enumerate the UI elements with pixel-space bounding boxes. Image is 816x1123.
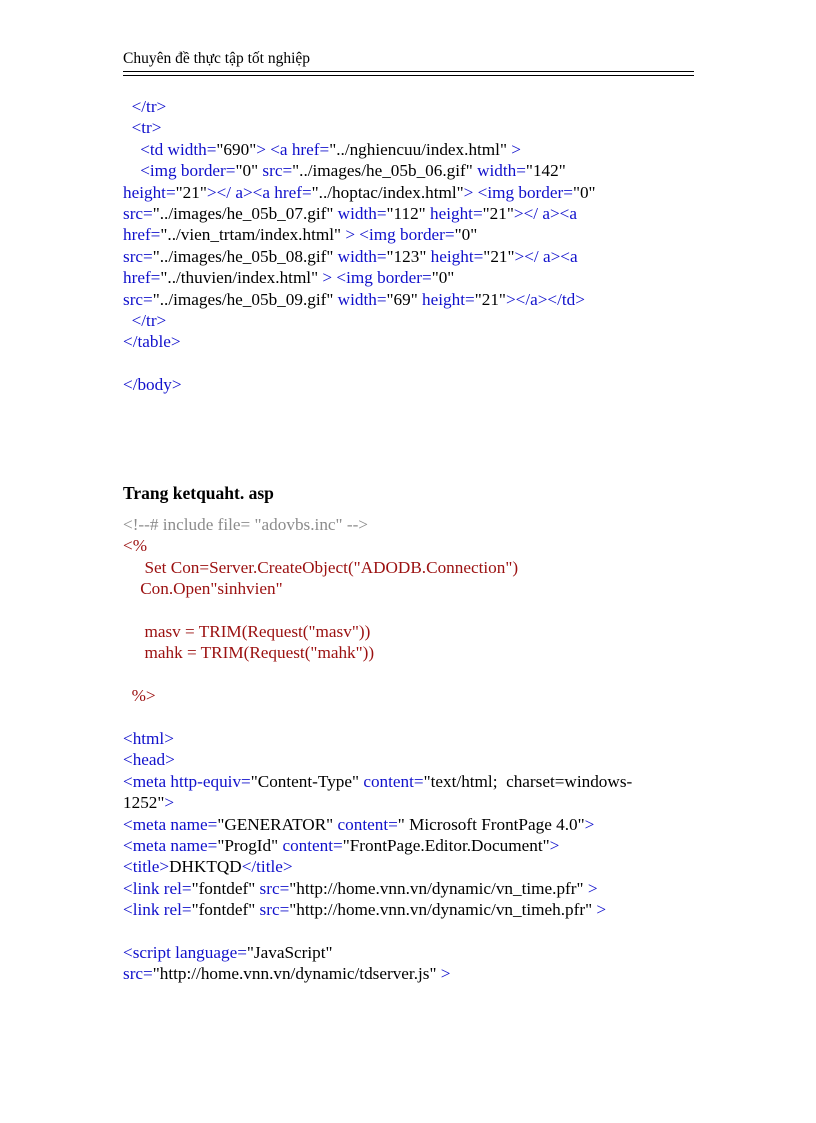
code-token: content= [359, 771, 424, 791]
code-token: "fontdef" [191, 900, 256, 920]
code-line [123, 160, 566, 181]
code-token: "690" [216, 139, 257, 159]
code-line [123, 246, 578, 267]
code-token: > [584, 814, 595, 834]
code-line [123, 835, 559, 856]
header-rule-thin [123, 75, 694, 76]
header-title: Chuyên đề thực tập tốt nghiệp [123, 50, 311, 67]
code-token: " Microsoft FrontPage 4.0" [397, 814, 585, 834]
code-line [123, 535, 147, 556]
code-token: <link rel= [123, 900, 192, 920]
code-token: "http://home.vnn.vn/dynamic/tdserver.js" [152, 964, 437, 984]
code-token: width= [472, 161, 526, 181]
code-token: </table> [123, 332, 181, 352]
code-token: src= [123, 204, 153, 223]
code-token: masv = TRIM(Request("masv")) [123, 622, 371, 641]
code-token: > <img border= [463, 182, 573, 202]
code-token: <title> [123, 857, 170, 877]
code-token: > [436, 964, 451, 984]
code-token: 1252" [123, 793, 165, 813]
code-token: src= [123, 289, 153, 309]
code-token: "21" [483, 246, 515, 266]
code-token: > <a href= [256, 139, 330, 159]
code-token: "../images/he_05b_06.gif" [292, 161, 473, 181]
code-token: ></a></td> [505, 289, 585, 309]
code-token: href= [123, 268, 161, 288]
code-line [123, 621, 370, 642]
code-token: width= [333, 204, 387, 223]
code-token: <script language= [123, 943, 247, 962]
code-token: width= [333, 246, 387, 266]
code-token: "0" [454, 225, 478, 245]
code-token: ></ a><a [513, 204, 577, 223]
code-token: > <img border= [318, 268, 432, 288]
code-line [123, 514, 368, 535]
code-token: %> [123, 686, 156, 706]
code-token: </body> [123, 375, 182, 395]
code-line [123, 96, 166, 117]
code-token: content= [333, 814, 398, 834]
header-rule-thick [123, 71, 694, 72]
section-title: Trang ketquaht. asp [123, 483, 274, 503]
code-line [123, 792, 174, 813]
code-token: <link rel= [123, 878, 192, 898]
code-token: </tr> [123, 311, 167, 330]
code-line [123, 942, 333, 963]
code-token: "GENERATOR" [217, 814, 334, 834]
code-token: height= [123, 182, 176, 202]
code-token: > <img border= [341, 225, 455, 245]
code-line [123, 289, 585, 310]
code-token: <meta name= [123, 814, 218, 834]
code-token: "FrontPage.Editor.Document" [342, 836, 550, 855]
code-token: </tr> [123, 97, 167, 116]
code-token: ></ a><a [514, 246, 578, 266]
code-token: href= [123, 225, 161, 245]
code-token: src= [255, 900, 290, 920]
code-line [123, 878, 598, 899]
code-token: "0" [431, 268, 455, 288]
code-token: "0" [235, 161, 259, 181]
code-token: "21" [482, 204, 514, 223]
code-token: "21" [474, 289, 506, 309]
code-token: height= [417, 289, 475, 309]
code-token: <meta http-equiv= [123, 771, 251, 791]
code-token: "123" [386, 246, 427, 266]
code-token: <meta name= [123, 836, 218, 855]
code-token: "http://home.vnn.vn/dynamic/vn_timeh.pfr" [289, 900, 593, 920]
code-line [123, 899, 606, 920]
code-token: <td width= [123, 139, 217, 159]
code-token: "21" [175, 182, 207, 202]
code-line [123, 771, 632, 792]
code-token: "http://home.vnn.vn/dynamic/vn_time.pfr" [289, 878, 584, 898]
code-token: src= [123, 964, 153, 984]
code-line [123, 685, 156, 706]
code-token: height= [425, 204, 483, 223]
code-token: "69" [386, 289, 418, 309]
code-token: "0" [572, 182, 596, 202]
code-token: "Content-Type" [250, 771, 360, 791]
code-token: height= [426, 246, 484, 266]
code-token: src= [255, 878, 290, 898]
code-line [123, 749, 175, 770]
code-token: "ProgId" [217, 836, 279, 855]
code-token: ></ a><a href= [206, 182, 312, 202]
code-line [123, 224, 477, 245]
code-line [123, 182, 596, 203]
code-token: src= [123, 246, 153, 266]
code-token: <img border= [123, 161, 236, 181]
code-token: > [583, 878, 598, 898]
code-token: <html> [123, 729, 174, 748]
code-token: "../hoptac/index.html" [311, 182, 464, 202]
code-token: Con.Open"sinhvien" [123, 579, 283, 599]
code-line [123, 728, 174, 749]
code-token: <head> [123, 750, 175, 770]
code-line [123, 963, 450, 984]
code-token: "../nghiencuu/index.html" [329, 139, 507, 159]
code-token: src= [258, 161, 293, 181]
code-token: "../vien_trtam/index.html" [160, 225, 342, 245]
code-token: width= [333, 289, 387, 309]
code-line [123, 814, 594, 835]
code-token: "text/html; charset=windows- [423, 771, 633, 791]
code-token: <% [123, 536, 148, 556]
code-token: > [592, 900, 607, 920]
code-token: > [164, 793, 175, 813]
code-line [123, 642, 374, 663]
code-token: "../images/he_05b_08.gif" [152, 246, 334, 266]
code-line [123, 856, 293, 877]
code-token: "../images/he_05b_07.gif" [152, 204, 334, 223]
code-token: > [506, 139, 521, 159]
code-token: DHKTQD [169, 857, 242, 877]
code-line [123, 267, 454, 288]
code-token: content= [278, 836, 343, 855]
code-line [123, 578, 283, 599]
code-token: > [549, 836, 560, 855]
code-line [123, 557, 518, 578]
code-token: "../thuvien/index.html" [160, 268, 319, 288]
code-line [123, 117, 161, 138]
code-token: "fontdef" [191, 878, 256, 898]
code-line [123, 139, 521, 160]
code-line [123, 310, 166, 331]
code-token: <!--# include file= "adovbs.inc" --> [123, 515, 368, 534]
code-token: "112" [386, 204, 426, 223]
code-token: </title> [241, 857, 293, 877]
code-line [123, 203, 577, 224]
code-token: Set Con=Server.CreateObject("ADODB.Connection") [123, 557, 519, 577]
code-line [123, 331, 181, 352]
code-token: <tr> [123, 118, 162, 138]
code-token: "142" [525, 161, 566, 181]
code-token: mahk = TRIM(Request("mahk")) [123, 643, 375, 663]
code-line [123, 374, 182, 395]
code-token: "../images/he_05b_09.gif" [152, 289, 334, 309]
code-token: "JavaScript" [246, 943, 333, 962]
